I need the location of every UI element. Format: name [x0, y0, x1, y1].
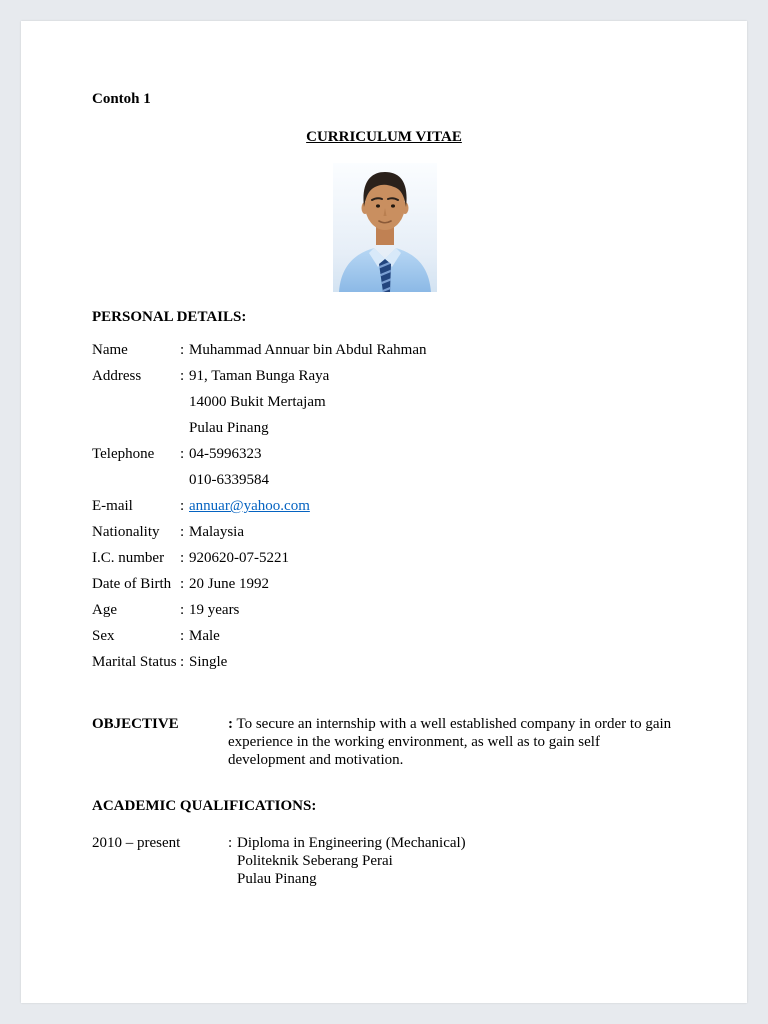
- detail-row-address: [92, 363, 712, 441]
- separator: :: [180, 654, 185, 670]
- academic-qualifications-heading: ACADEMIC QUALIFICATIONS:: [92, 798, 317, 814]
- field-value-line: Pulau Pinang: [189, 420, 269, 436]
- field-value: [189, 493, 712, 519]
- field-value-line: 14000 Bukit Mertajam: [189, 394, 326, 410]
- objective-text-body: To secure an internship with a well established company in order to gain experience in the working environment, as well as to gain self development and motivation.: [228, 716, 672, 768]
- qualification-line: Politeknik Seberang Perai: [237, 853, 393, 869]
- field-label: E-mail: [92, 498, 133, 514]
- qualification-line: Pulau Pinang: [237, 871, 317, 887]
- document-title: [21, 127, 747, 147]
- field-value-line: 04-5996323: [189, 446, 262, 462]
- separator: :: [180, 498, 185, 514]
- detail-row-ic-number: [92, 545, 712, 571]
- separator: :: [180, 550, 185, 566]
- objective-text: [228, 715, 676, 769]
- separator: :: [228, 716, 233, 732]
- detail-row-sex: [92, 623, 712, 649]
- detail-row-email: [92, 493, 712, 519]
- field-value: [189, 597, 712, 623]
- detail-row-name: [92, 337, 712, 363]
- field-value-line: [189, 493, 712, 519]
- field-value: [189, 441, 712, 493]
- field-label: I.C. number: [92, 550, 165, 566]
- field-value-line: 19 years: [189, 602, 240, 618]
- email-link[interactable]: annuar@yahoo.com: [189, 498, 310, 514]
- cv-page: [21, 21, 747, 1003]
- field-value: [189, 649, 712, 675]
- detail-row-date-of-birth: [92, 571, 712, 597]
- detail-row-nationality: [92, 519, 712, 545]
- field-value: [189, 519, 712, 545]
- qualification-value: [237, 834, 676, 888]
- detail-row-age: [92, 597, 712, 623]
- field-value-line: 20 June 1992: [189, 576, 269, 592]
- objective-heading: OBJECTIVE: [92, 716, 179, 732]
- field-label: Name: [92, 342, 128, 358]
- portrait-illustration: [333, 163, 437, 292]
- separator: :: [180, 576, 185, 592]
- personal-details-heading: PERSONAL DETAILS:: [92, 309, 247, 325]
- separator: :: [180, 446, 185, 462]
- qualification-row: [92, 834, 676, 888]
- field-label: Marital Status: [92, 654, 177, 670]
- field-label: Date of Birth: [92, 576, 172, 592]
- applicant-photo: [333, 163, 437, 292]
- example-label: Contoh 1: [92, 91, 151, 107]
- field-label: Nationality: [92, 524, 160, 540]
- separator: :: [180, 628, 185, 644]
- field-value: [189, 363, 712, 441]
- field-value-line: 010-6339584: [189, 472, 269, 488]
- separator: :: [228, 835, 233, 851]
- field-value-line: 920620-07-5221: [189, 550, 289, 566]
- field-value: [189, 337, 712, 363]
- detail-row-marital-status: [92, 649, 712, 675]
- field-label: Sex: [92, 628, 115, 644]
- detail-row-telephone: [92, 441, 712, 493]
- field-value-line: 91, Taman Bunga Raya: [189, 368, 330, 384]
- document-title-text: CURRICULUM VITAE: [306, 129, 462, 145]
- personal-details-list: [92, 337, 712, 675]
- separator: :: [180, 368, 185, 384]
- qualification-line: Diploma in Engineering (Mechanical): [237, 835, 466, 851]
- academic-qualifications-list: [92, 834, 676, 888]
- separator: :: [180, 524, 185, 540]
- field-label: Telephone: [92, 446, 155, 462]
- field-value-line: Muhammad Annuar bin Abdul Rahman: [189, 342, 427, 358]
- separator: :: [180, 342, 185, 358]
- field-value-line: Malaysia: [189, 524, 244, 540]
- field-value: [189, 571, 712, 597]
- field-label: Address: [92, 368, 142, 384]
- field-value: [189, 623, 712, 649]
- field-label: Age: [92, 602, 117, 618]
- field-value-line: Male: [189, 628, 220, 644]
- field-value-line: Single: [189, 654, 228, 670]
- field-value: [189, 545, 712, 571]
- period-label: 2010 – present: [92, 835, 181, 851]
- separator: :: [180, 602, 185, 618]
- objective-section: [92, 715, 676, 769]
